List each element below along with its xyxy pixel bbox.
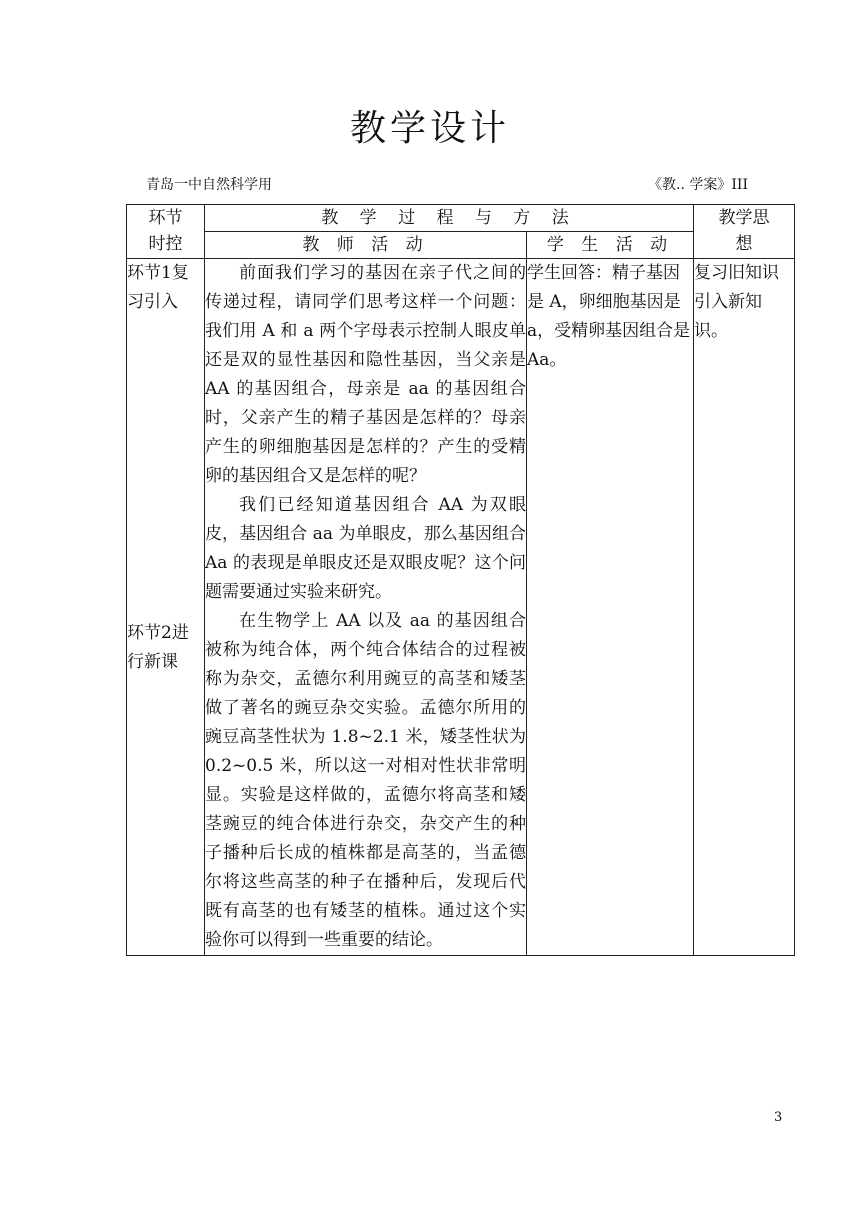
teaching-thought: 复习旧知识引入新知识。 [694,259,795,956]
teacher-paragraph: 在生物学上 AA 以及 aa 的基因组合被称为纯合体，两个纯合体结合的过程被称为杂交，孟德尔利用豌豆的高茎和矮茎做了著名的豌豆杂交实验。孟德尔所用的豌豆高茎性状为 1.8~2.1 米，矮茎性状为 0.2~0.5 米，所以这一对相对性状非常明显。实验是这样做的，孟德尔将高茎和矮茎豌豆的纯合体进行杂交，杂交产生的种子播种后长成的植株都是高茎的，当孟德尔将这些高茎的种子在播种后，发现后代既有高茎的也有矮茎的植株。通过这个实验你可以得到一些重要的结论。 [205,611,526,950]
stage-column [127,259,205,956]
header-stage: 环节时控 [127,205,205,259]
page-number: 3 [774,1110,783,1125]
teacher-paragraph: 我们已经知道基因组合 AA 为双眼皮，基因组合 aa 为单眼皮，那么基因组合 Aa 的表现是单眼皮还是双眼皮呢？这个问题需要通过实验来研究。 [205,495,526,602]
series-label: 《教.. 学案》III [648,177,748,193]
teacher-activity [205,259,527,956]
header-thought: 教学思想 [694,205,795,259]
student-activity: 学生回答：精子基因是 A，卵细胞基因是 a，受精卵基因组合是 Aa。 [527,259,694,956]
stage-2-label: 环节2进行新课 [127,623,189,672]
stage-1-label: 环节1复习引入 [127,263,189,312]
lesson-plan-table [126,204,795,956]
header-process: 教 学 过 程 与 方 法 [205,205,694,232]
document-title: 教学设计 [349,108,510,149]
header-student: 学 生 活 动 [527,232,694,259]
school-label: 青岛一中自然科学用 [146,177,272,193]
teacher-paragraph: 前面我们学习的基因在亲子代之间的传递过程，请同学们思考这样一个问题：我们用 A 和 a 两个字母表示控制人眼皮单还是双的显性基因和隐性基因，当父亲是 AA 的基因组合，母亲是 aa 的基因组合时，父亲产生的精子基因是怎样的？母亲产生的卵细胞基因是怎样的？产生的受精卵的基因组合又是怎样的呢？ [205,263,526,486]
header-teacher: 教 师 活 动 [205,232,527,259]
